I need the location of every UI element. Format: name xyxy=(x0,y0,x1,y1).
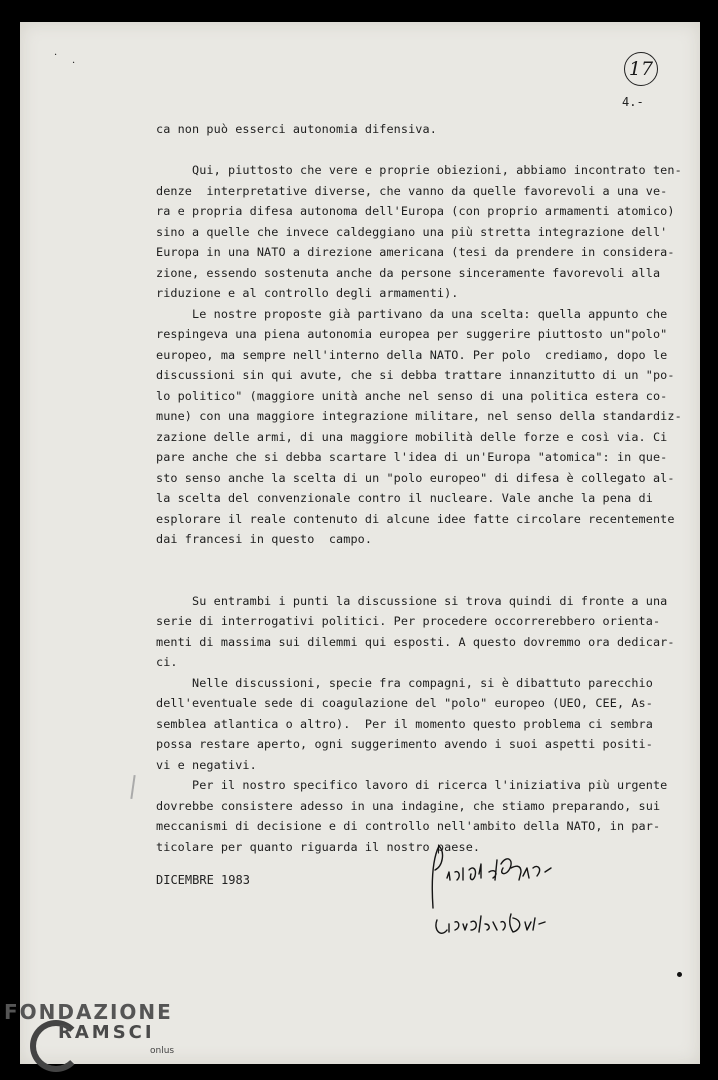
fondazione-gramsci-watermark xyxy=(4,1000,175,1056)
text-line: Per il nostro specifico lavoro di ricerca l'iniziativa più urgente xyxy=(156,778,668,792)
text-line: semblea atlantica o altro). Per il momento questo problema ci sembra xyxy=(156,716,653,731)
text-line: vi e negativi. xyxy=(156,757,257,772)
text-line: esplorare il reale contenuto di alcune idee fatte circolare recentemente xyxy=(156,511,675,526)
text-line: sino a quelle che invece caldeggiano una più stretta integrazione dell' xyxy=(156,224,668,239)
text-line: sto senso anche la scelta di un "polo europeo" di difesa è collegato al- xyxy=(156,470,675,485)
text-line: zione, essendo sostenuta anche da persone sinceramente favorevoli alla xyxy=(156,265,661,280)
text-line: possa restare aperto, ogni suggerimento avendo i suoi aspetti positi- xyxy=(156,737,653,751)
text-line: europeo, ma sempre nell'interno della NATO. Per polo crediamo, dopo le xyxy=(156,347,668,362)
text-line: pare anche che si debba scartare l'idea di un'Europa "atomica": in que- xyxy=(156,450,668,464)
watermark-line-1: FONDAZIONE xyxy=(4,1000,173,1024)
text-line: discussioni sin qui avute, che si debba trattare innanzitutto di un "po- xyxy=(156,368,675,382)
text-line: Nelle discussioni, specie fra compagni, si è dibattuto parecchio xyxy=(156,675,653,690)
watermark-line-2: RAMSCI xyxy=(58,1022,155,1043)
text-line: respingeva una piena autonomia europea per suggerire piuttosto un"polo" xyxy=(156,327,668,341)
text-line: Le nostre proposte già partivano da una scelta: quella appunto che xyxy=(156,306,668,321)
paper-speck: · xyxy=(72,58,76,69)
watermark-line-3: onlus xyxy=(150,1046,175,1056)
text-line: ci. xyxy=(156,655,178,669)
document-date: DICEMBRE 1983 xyxy=(156,873,250,887)
text-line: ca non può esserci autonomia difensiva. xyxy=(156,122,437,136)
text-line: mune) con una maggiore integrazione militare, nel senso della standardiz- xyxy=(156,409,682,423)
text-line: dovrebbe consistere adesso in una indagine, che stiamo preparando, sui xyxy=(156,798,661,813)
handwritten-signatures xyxy=(425,838,595,953)
circled-page-number: 17 xyxy=(624,52,658,86)
text-line: Su entrambi i punti la discussione si trova quindi di fronte a una xyxy=(156,593,668,608)
paper-speck: · xyxy=(54,50,58,61)
text-line: ticolare per quanto riguarda il nostro paese. xyxy=(156,839,481,854)
text-line: ra e propria difesa autonoma dell'Europa (con proprio armamenti atomico) xyxy=(156,204,675,218)
page-number: 4.- xyxy=(622,95,644,109)
body-text xyxy=(156,119,682,857)
text-line: menti di massima sui dilemmi qui esposti. A questo dovremmo ora dedicar- xyxy=(156,634,675,649)
text-line-content: Qui, piuttosto che vere e proprie obiezioni, abbiamo incontrato ten- xyxy=(156,163,682,177)
text-line: lo politico" (maggiore unità anche nel senso di una politica estera co- xyxy=(156,388,668,403)
signature-boffa xyxy=(432,846,551,908)
text-line xyxy=(156,160,682,181)
text-line: zazione delle armi, di una maggiore mobilità delle forze e così via. Ci xyxy=(156,429,668,444)
text-line: riduzione e al controllo degli armamenti). xyxy=(156,286,459,300)
text-line: dell'eventuale sede di coagulazione del "polo" europeo (UEO, CEE, As- xyxy=(156,696,653,710)
text-line: la scelta del convenzionale contro il nucleare. Vale anche la pena di xyxy=(156,491,653,505)
text-line: serie di interrogativi politici. Per procedere occorrerebbero orienta- xyxy=(156,614,661,628)
text-line: meccanismi di decisione e di controllo nell'ambito della NATO, in par- xyxy=(156,819,661,833)
paper-speck xyxy=(677,972,682,977)
text-line: dai francesi in questo campo. xyxy=(156,532,373,546)
text-line: denze interpretative diverse, che vanno da quelle favorevoli a una ve- xyxy=(156,183,668,198)
text-line: Europa in una NATO a direzione americana (tesi da prendere in considera- xyxy=(156,245,675,259)
signature-devoto xyxy=(436,914,545,933)
